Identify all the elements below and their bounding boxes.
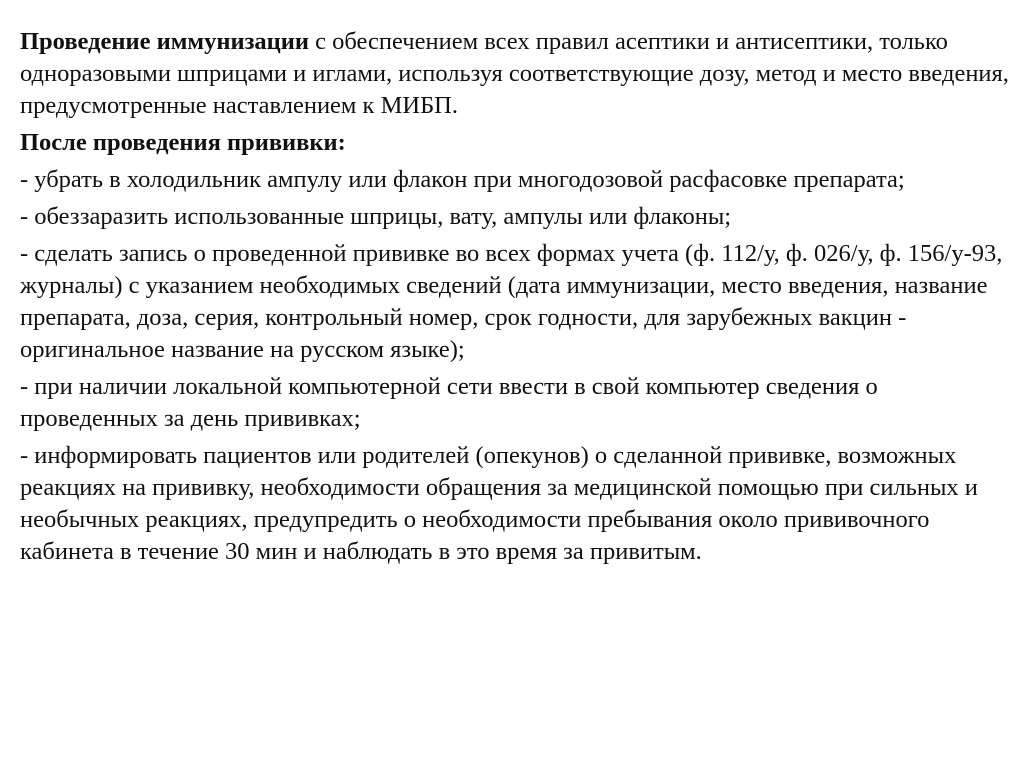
intro-paragraph	[20, 26, 1010, 122]
intro-text: с обеспечением всех правил асептики и антисептики, только одноразовыми шприцами и иглами, используя соответствующие дозу, метод и место введения, предусмотренные наставлением к МИБП.	[20, 28, 1009, 119]
list-item: - убрать в холодильник ампулу или флакон при многодозовой расфасовке препарата;	[20, 166, 905, 193]
list-item: - информировать пациентов или родителей (опекунов) о сделанной прививке, возможных реакциях на прививку, необходимости обращения за медицинской помощью при сильных и необычных реакциях, предупредить о необходимости пребывания около прививочного кабинета в течение 30 мин и наблюдать в это время за привитым.	[20, 442, 978, 565]
list-item: - обеззаразить использованные шприцы, вату, ампулы или флаконы;	[20, 203, 732, 230]
intro-bold-lead: Проведение иммунизации	[20, 28, 310, 55]
list-item: - при наличии локальной компьютерной сети ввести в свой компьютер сведения о проведенных за день прививках;	[20, 373, 878, 432]
after-vaccination-heading: После проведения прививки:	[20, 129, 346, 156]
list-item: - сделать запись о проведенной прививке во всех формах учета (ф. 112/у, ф. 026/у, ф. 156/у-93, журналы) с указанием необходимых сведений (дата иммунизации, место введения, название препарата, доза, серия, контрольный номер, срок годности, для зарубежных вакцин - оригинальное название на русском языке);	[20, 240, 1003, 363]
slide-body-text	[20, 26, 1010, 573]
